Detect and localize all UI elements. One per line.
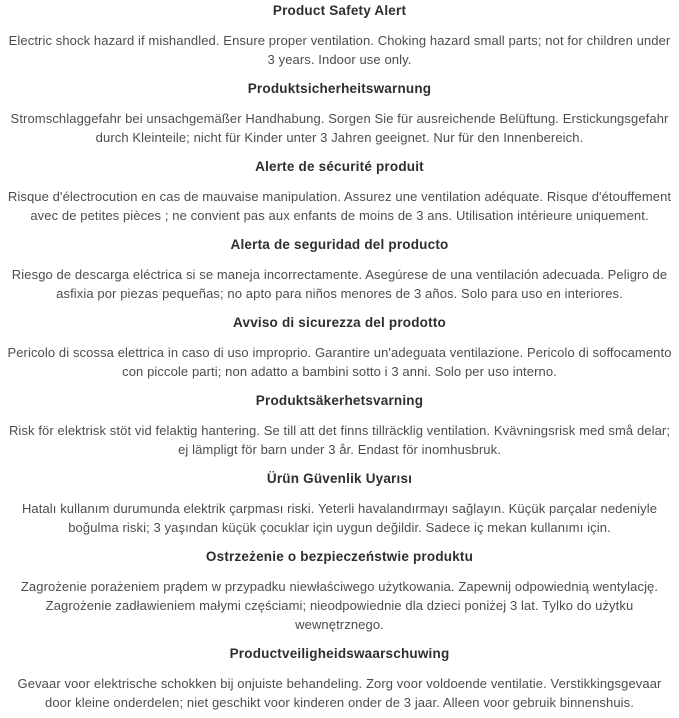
section-body: Pericolo di scossa elettrica in caso di uso improprio. Garantire un'adeguata ventilazione. Pericolo di soffocamento con piccole parti; non adatto a bambini sotto i 3 anni. Solo per uso interno.	[7, 345, 672, 379]
section-heading: Produktsicherheitswarnung	[247, 81, 432, 96]
section-heading: Avviso di sicurezza del prodotto	[233, 315, 446, 330]
section-heading: Alerte de sécurité produit	[255, 159, 424, 174]
section-heading: Produktsäkerhetsvarning	[255, 393, 424, 408]
section-body: Gevaar voor elektrische schokken bij onjuiste behandeling. Zorg voor voldoende ventilatie. Verstikkingsgevaar door kleine onderdelen; niet geschikt voor kinderen onder de 3 jaar. Alleen voor gebruik binnenshuis.	[17, 676, 662, 710]
section-heading: Productveiligheidswaarschuwing	[229, 646, 450, 661]
section-heading: Product Safety Alert	[272, 3, 407, 18]
safety-section	[5, 469, 674, 537]
safety-section	[5, 79, 674, 147]
safety-section	[5, 235, 674, 303]
section-body: Risk för elektrisk stöt vid felaktig hantering. Se till att det finns tillräcklig ventilation. Kvävningsrisk med små delar; ej lämpligt för barn under 3 år. Endast för inomhusbruk.	[8, 423, 671, 457]
section-body: Risque d'électrocution en cas de mauvaise manipulation. Assurez une ventilation adéquate. Risque d'étouffement avec de petites pièces ; ne convient pas aux enfants de moins de 3 ans. Utilisation intérieure uniquement.	[7, 189, 672, 223]
section-body: Riesgo de descarga eléctrica si se maneja incorrectamente. Asegúrese de una ventilación adecuada. Peligro de asfixia por piezas pequeñas; no apto para niños menores de 3 años. Solo para uso en interiores.	[11, 267, 668, 301]
section-heading: Ostrzeżenie o bezpieczeństwie produktu	[205, 549, 474, 564]
safety-section	[5, 547, 674, 634]
section-heading: Alerta de seguridad del producto	[230, 237, 449, 252]
section-body: Hatalı kullanım durumunda elektrik çarpması riski. Yeterli havalandırmayı sağlayın. Küçük parçalar nedeniyle boğulma riski; 3 yaşından küçük çocuklar için uygun değildir. Sadece iç mekan kullanımı için.	[21, 501, 658, 535]
safety-section	[5, 157, 674, 225]
safety-section	[5, 391, 674, 459]
safety-section	[5, 1, 674, 69]
safety-section	[5, 313, 674, 381]
safety-section	[5, 644, 674, 712]
section-heading: Ürün Güvenlik Uyarısı	[266, 471, 413, 486]
section-body: Stromschlaggefahr bei unsachgemäßer Handhabung. Sorgen Sie für ausreichende Belüftung. Erstickungsgefahr durch Kleinteile; nicht für Kinder unter 3 Jahren geeignet. Nur für den Innenbereich.	[10, 111, 669, 145]
section-body: Electric shock hazard if mishandled. Ensure proper ventilation. Choking hazard small parts; not for children under 3 years. Indoor use only.	[8, 33, 671, 67]
section-body: Zagrożenie porażeniem prądem w przypadku niewłaściwego użytkowania. Zapewnij odpowiednią wentylację. Zagrożenie zadławieniem małymi częściami; nieodpowiednie dla dzieci poniżej 3 lat. Tylko do użytku wewnętrznego.	[20, 579, 659, 632]
